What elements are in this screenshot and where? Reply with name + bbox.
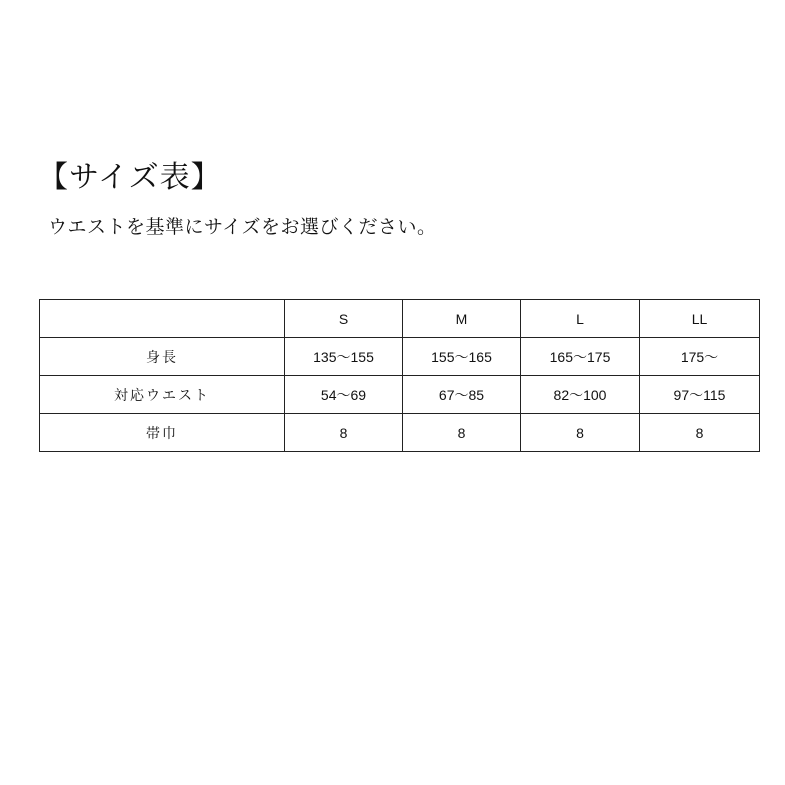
table-row-waist bbox=[40, 376, 760, 414]
table-row-height bbox=[40, 338, 760, 376]
table-cell: 54〜69 bbox=[285, 376, 403, 414]
table-cell: 8 bbox=[640, 414, 760, 452]
table-cell: 82〜100 bbox=[521, 376, 640, 414]
table-row-belt-width bbox=[40, 414, 760, 452]
header-cell-l: L bbox=[521, 300, 640, 338]
table-cell: 8 bbox=[403, 414, 521, 452]
header-cell-s: S bbox=[285, 300, 403, 338]
header-cell-empty bbox=[40, 300, 285, 338]
row-label-belt-width: 帯巾 bbox=[40, 414, 285, 452]
table-cell: 67〜85 bbox=[403, 376, 521, 414]
header-cell-ll: LL bbox=[640, 300, 760, 338]
table-cell: 8 bbox=[285, 414, 403, 452]
page-subtitle: ウエストを基準にサイズをお選びください。 bbox=[48, 216, 437, 238]
page-title: 【サイズ表】 bbox=[38, 160, 222, 195]
table-cell: 165〜175 bbox=[521, 338, 640, 376]
table-cell: 135〜155 bbox=[285, 338, 403, 376]
table-cell: 155〜165 bbox=[403, 338, 521, 376]
table-cell: 97〜115 bbox=[640, 376, 760, 414]
row-label-height: 身長 bbox=[40, 338, 285, 376]
table-cell: 175〜 bbox=[640, 338, 760, 376]
header-cell-m: M bbox=[403, 300, 521, 338]
table-header-row bbox=[40, 300, 760, 338]
row-label-waist: 対応ウエスト bbox=[40, 376, 285, 414]
table-cell: 8 bbox=[521, 414, 640, 452]
size-table bbox=[39, 299, 760, 452]
